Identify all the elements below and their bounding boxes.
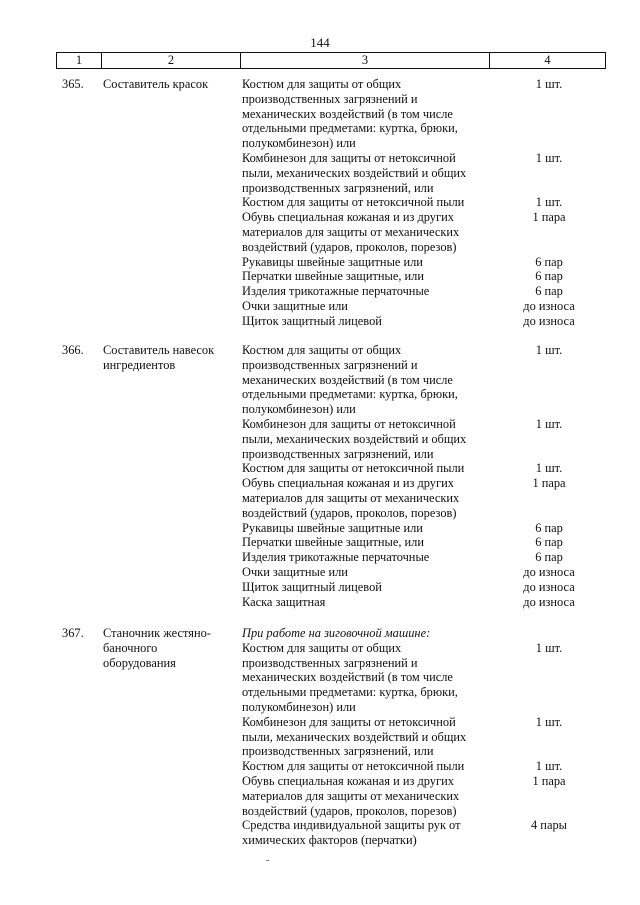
ppe-item-line: Рукавицы швейные защитные или (242, 254, 423, 269)
ppe-item-line: Очки защитные или (242, 564, 348, 579)
ppe-item (242, 313, 575, 329)
ppe-item (242, 773, 566, 818)
ppe-item-line: Костюм для защиты от общих (242, 77, 402, 91)
ppe-item-line: полукомбинезон) или (242, 402, 356, 417)
ppe-quantity: 1 шт. (535, 343, 563, 357)
ppe-quantity: до износа (523, 594, 575, 609)
ppe-item-line: отдельными предметами: куртка, брюки, (242, 121, 458, 136)
ppe-item (242, 535, 563, 550)
ppe-quantity: 1 шт. (535, 759, 563, 774)
ppe-quantity: 1 шт. (535, 416, 563, 431)
ppe-item-line: химических факторов (перчатки) (242, 833, 417, 848)
ppe-quantity: до износа (523, 298, 575, 313)
ppe-quantity: до износа (523, 579, 575, 594)
profession-name (103, 77, 235, 92)
header-col-3: 3 (361, 53, 369, 67)
row-number: 366. (62, 343, 84, 357)
ppe-item-line: производственных загрязнений и (242, 91, 418, 106)
ppe-quantity: 6 пар (535, 520, 563, 535)
ppe-item-line: Щиток защитный лицевой (242, 579, 382, 594)
ppe-item (242, 520, 563, 536)
profession-line: баночного (103, 640, 158, 655)
ppe-item-line: Изделия трикотажные перчаточные (242, 550, 430, 565)
ppe-item-line: Каска защитная (242, 594, 326, 609)
ppe-item-line: Костюм для защиты от общих (242, 343, 402, 357)
ppe-item-line: производственных загрязнений, или (242, 744, 434, 759)
ppe-item (242, 269, 563, 284)
ppe-item-line: механических воздействий (в том числе (242, 670, 453, 685)
ppe-item (242, 564, 575, 580)
ppe-item-line: материалов для защиты от механических (242, 788, 460, 803)
ppe-item (242, 461, 563, 476)
ppe-item-line: материалов для защиты от механических (242, 490, 460, 505)
page-number: 144 (310, 35, 330, 50)
ppe-item-line: производственных загрязнений, или (242, 446, 434, 461)
profession-line: ингредиентов (103, 357, 176, 372)
ppe-item (242, 150, 563, 195)
ppe-item (242, 550, 563, 565)
ppe-item-line: Изделия трикотажные перчаточные (242, 284, 430, 299)
ppe-item-line: Костюм для защиты от общих (242, 640, 402, 655)
ppe-item-line: Костюм для защиты от нетоксичной пыли (242, 195, 465, 210)
ppe-item-line: механических воздействий (в том числе (242, 106, 453, 121)
ppe-item (242, 579, 575, 595)
ppe-quantity: 6 пар (535, 269, 563, 284)
ppe-item-line: Рукавицы швейные защитные или (242, 520, 423, 535)
ppe-quantity: 6 пар (535, 550, 563, 565)
ppe-quantity: 1 шт. (535, 461, 563, 476)
profession-line: оборудования (103, 655, 176, 670)
ppe-item-line: производственных загрязнений и (242, 357, 418, 372)
profession-name (103, 626, 235, 670)
ppe-items (242, 77, 575, 329)
ppe-item (242, 298, 575, 314)
ppe-item (242, 284, 563, 299)
ppe-quantity: 1 пара (532, 476, 566, 491)
ppe-item (242, 195, 563, 210)
ppe-item-line: полукомбинезон) или (242, 699, 356, 714)
ppe-item-line: воздействий (ударов, проколов, порезов) (242, 239, 457, 254)
ppe-item-line: полукомбинезон) или (242, 136, 356, 151)
ppe-item-line: Перчатки швейные защитные, или (242, 269, 424, 284)
ppe-item (242, 254, 563, 270)
ppe-item (242, 759, 563, 774)
ppe-item-line: отдельными предметами: куртка, брюки, (242, 387, 458, 402)
ppe-quantity: 1 пара (532, 773, 566, 788)
ppe-quantity: 4 пары (531, 818, 567, 833)
ppe-item-line: механических воздействий (в том числе (242, 372, 453, 387)
ppe-quantity: 1 пара (532, 210, 566, 225)
ppe-item-line: Перчатки швейные защитные, или (242, 535, 424, 550)
ppe-quantity: до износа (523, 564, 575, 579)
ppe-item-line: Обувь специальная кожаная и из других (242, 773, 454, 788)
ppe-quantity: до износа (523, 313, 575, 328)
ppe-item-line: Очки защитные или (242, 298, 348, 313)
row-number: 365. (62, 77, 84, 91)
ppe-item (242, 210, 566, 254)
ppe-item (242, 640, 563, 715)
ppe-item-line: Костюм для защиты от нетоксичной пыли (242, 461, 465, 476)
ppe-item-line: производственных загрязнений и (242, 655, 418, 670)
ppe-item-line: пыли, механических воздействий и общих (242, 431, 467, 446)
ppe-item-line: Обувь специальная кожаная и из других (242, 476, 454, 491)
ppe-item-line: Комбинезон для защиты от нетоксичной (242, 416, 456, 431)
ppe-item-line: Средства индивидуальной защиты рук от (242, 818, 461, 833)
profession-name (103, 343, 235, 373)
ppe-item (242, 818, 567, 848)
header-col-2: 2 (167, 53, 175, 67)
ppe-item (242, 343, 563, 417)
ppe-item-line: производственных загрязнений, или (242, 180, 434, 195)
ppe-item-line: материалов для защиты от механических (242, 224, 460, 239)
ppe-item (242, 416, 563, 461)
profession-line: Составитель навесок (103, 343, 215, 357)
ppe-quantity: 1 шт. (535, 640, 563, 655)
header-col-4: 4 (544, 53, 551, 67)
scan-mark (266, 860, 269, 861)
ppe-item (242, 476, 566, 520)
profession-line: Станочник жестяно- (103, 626, 211, 640)
profession-line: Составитель красок (103, 77, 209, 91)
ppe-items (242, 343, 575, 609)
ppe-item (242, 714, 563, 759)
ppe-item-line: Комбинезон для защиты от нетоксичной (242, 150, 456, 165)
ppe-item-line: Костюм для защиты от нетоксичной пыли (242, 759, 465, 774)
ppe-item-line: воздействий (ударов, проколов, порезов) (242, 505, 457, 520)
ppe-item-line: Щиток защитный лицевой (242, 313, 382, 328)
ppe-quantity: 1 шт. (535, 714, 563, 729)
ppe-item (242, 594, 575, 610)
ppe-item-line: пыли, механических воздействий и общих (242, 165, 467, 180)
ppe-items (242, 626, 567, 848)
ppe-quantity: 1 шт. (535, 195, 563, 210)
ppe-item-line: пыли, механических воздействий и общих (242, 729, 467, 744)
header-col-1: 1 (75, 53, 83, 67)
ppe-item-line: отдельными предметами: куртка, брюки, (242, 685, 458, 700)
ppe-quantity: 6 пар (535, 254, 563, 269)
ppe-quantity: 6 пар (535, 284, 563, 299)
ppe-item (242, 77, 563, 151)
ppe-quantity: 6 пар (535, 535, 563, 550)
ppe-quantity: 1 шт. (535, 77, 563, 91)
ppe-item-line: воздействий (ударов, проколов, порезов) (242, 803, 457, 818)
work-condition-note: При работе на зиговочной машине: (242, 626, 431, 640)
table-header (56, 52, 606, 69)
row-number: 367. (62, 626, 84, 640)
ppe-item-line: Комбинезон для защиты от нетоксичной (242, 714, 456, 729)
ppe-item-line: Обувь специальная кожаная и из других (242, 210, 454, 225)
ppe-quantity: 1 шт. (535, 150, 563, 165)
